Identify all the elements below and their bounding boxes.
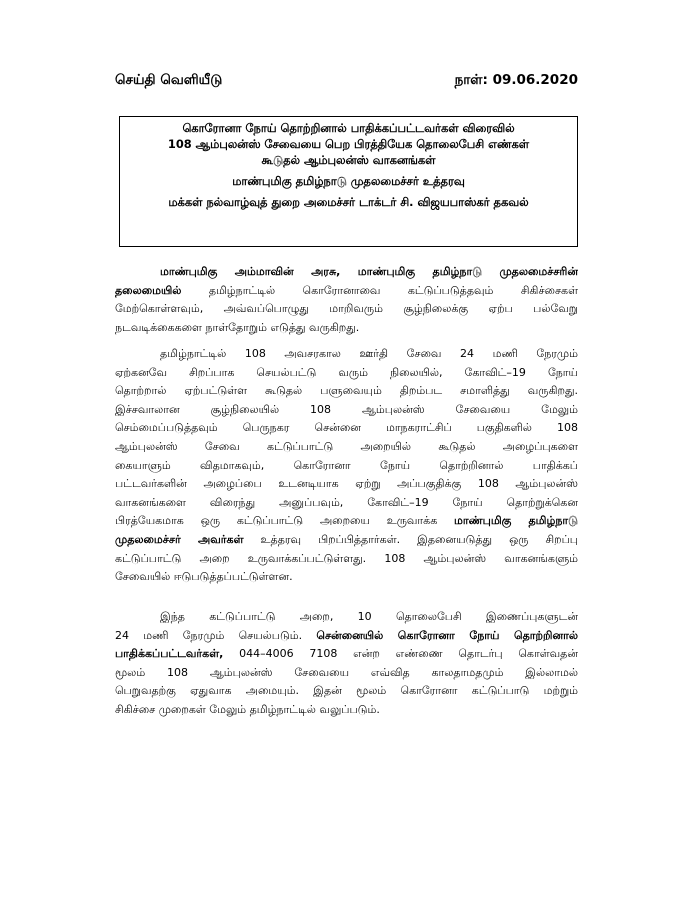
p1-line-2-bold: தலைமையில் (115, 283, 182, 297)
press-release-label: செய்தி வெளியீடு (115, 72, 223, 88)
p2-line-4: இச்சவாலான சூழ்நிலையில் 108 ஆம்புலன்ஸ் சேவையை மேலும் (115, 402, 578, 416)
headline-line-2: 108 ஆம்புலன்ஸ் சேவையை பெற பிரத்தியேக தொலைபேசி எண்கள் (167, 137, 530, 151)
headline-box (119, 116, 578, 247)
p2-line-9: வாகனங்களை விரைந்து அனுப்பவும், கோவிட்–19 நோய் தொற்றுக்கென (115, 495, 578, 509)
p3-line-4: மூலம் 108 ஆம்புலன்ஸ் சேவையை எவ்வித காலதாமதமும் இல்லாமல் (115, 665, 578, 679)
p2-line-11 (115, 531, 578, 550)
headline-line-1: கொரோனா நோய் தொற்றினால் பாதிக்கப்பட்டவர்கள் விரைவில் (182, 121, 515, 135)
paragraph-1 (115, 263, 578, 337)
p2-line-5: செம்மைப்படுத்தவும் பெருநகர சென்னை மாநகராட்சிப் பகுதிகளில் 108 (115, 421, 578, 435)
p3-line-3 (115, 645, 578, 664)
headline-line-3: கூடுதல் ஆம்புலன்ஸ் வாகனங்கள் (261, 153, 436, 167)
p2-line-10 (115, 512, 578, 531)
p2-line-10-bold: மாண்புமிகு தமிழ்நாடு (454, 514, 578, 528)
p2-line-7: கையாளும் விதமாகவும், கொரோனா நோய் தொற்றினால் பாதிக்கப் (115, 458, 578, 472)
p2-line-12: கட்டுப்பாட்டு அறை உருவாக்கப்பட்டுள்ளது. 108 ஆம்புலன்ஸ் வாகனங்களும் (115, 551, 578, 565)
headline-line-4: மாண்புமிகு தமிழ்நாடு முதலமைச்சர் உத்தரவு (232, 174, 465, 188)
p1-line-2 (115, 282, 578, 301)
p2-line-3: தொற்றால் ஏற்பட்டுள்ள கூடுதல் பளுவையும் திறம்பட சமாளித்து வருகிறது. (115, 384, 578, 398)
p3-line-1: இந்த கட்டுப்பாட்டு அறை, 10 தொலைபேசி இணைப்புகளுடன் (160, 610, 578, 623)
p1-line-4: நடவடிக்கைகளை நாள்தோறும் எடுத்து வருகிறது. (115, 320, 360, 334)
p2-line-2: ஏற்கனவே சிறப்பாக செயல்பட்டு வரும் நிலையில், கோவிட்–19 நோய் (115, 365, 578, 379)
p3-line-2 (115, 627, 578, 646)
p1-line-2-rest: தமிழ்நாட்டில் கொரோனாவை கட்டுப்படுத்தவும் சிகிச்சைகள் (181, 283, 578, 297)
p2-line-6: ஆம்புலன்ஸ் சேவை கட்டுப்பாட்டு அறையில் கூடுதல் அழைப்புகளை (115, 439, 578, 453)
p3-line-6: சிகிச்சை முறைகள் மேலும் தமிழ்நாட்டில் வலுப்படும். (115, 702, 380, 716)
p1-line-3: மேற்கொள்ளவும், அவ்வப்பொழுது மாறிவரும் சூழ்நிலைக்கு ஏற்ப பல்வேறு (115, 302, 578, 316)
headline-line-5: மக்கள் நல்வாழ்வுத் துறை அமைச்சர் டாக்டர் சி. விஜயபாஸ்கர் தகவல் (168, 195, 529, 209)
p2-line-11-bold: முதலமைச்சர் அவர்கள் (115, 532, 244, 546)
p3-line-3-bold: பாதிக்கப்பட்டவர்கள், (115, 647, 224, 661)
p2-line-8: பட்டவர்களின் அழைப்பை உடனடியாக ஏற்று அப்பகுதிக்கு 108 ஆம்புலன்ஸ் (115, 477, 578, 491)
p2-line-10-rest: பிரத்யேகமாக ஒரு கட்டுப்பாட்டு அறையை உருவாக்க (115, 514, 455, 528)
p2-line-1: தமிழ்நாட்டில் 108 அவசரகால ஊர்தி சேவை 24 மணி நேரமும் (160, 347, 578, 360)
p2-line-11-rest: உத்தரவு பிறப்பித்தார்கள். இதனையடுத்து ஒரு சிறப்பு (243, 532, 578, 546)
p3-line-3-rest: 044–4006 7108 என்ற எண்ணை தொடர்பு கொள்வதன் (223, 647, 578, 661)
p3-line-5: பெறுவதற்கு ஏதுவாக அமையும். இதன் மூலம் கொரோனா கட்டுப்பாடு மற்றும் (115, 684, 578, 698)
p1-line-1: மாண்புமிகு அம்மாவின் அரசு, மாண்புமிகு தமிழ்நாடு முதலமைச்சரின் (160, 265, 578, 278)
header-row (115, 68, 578, 92)
paragraph-3 (115, 608, 578, 720)
p3-line-2-rest: 24 மணி நேரமும் செயல்படும். (115, 628, 317, 642)
p2-line-13: சேவையில் ஈடுபடுத்தப்பட்டுள்ளன. (115, 570, 293, 584)
p3-line-2-bold: சென்னையில் கொரோனா நோய் தொற்றினால் (316, 628, 578, 642)
paragraph-2 (115, 345, 578, 587)
release-date: நாள்: 09.06.2020 (454, 72, 578, 88)
